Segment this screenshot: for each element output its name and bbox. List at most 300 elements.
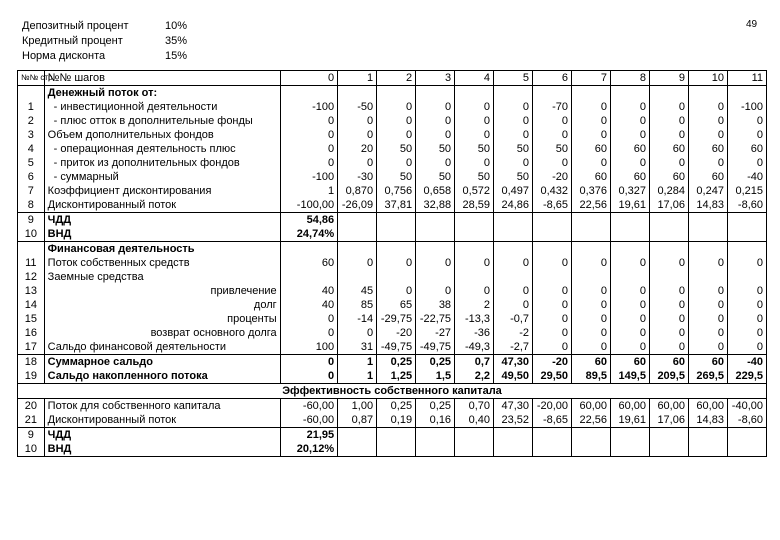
empty-cell	[611, 213, 650, 228]
value-cell: 0	[377, 114, 416, 128]
value-cell: 49,50	[494, 369, 533, 384]
row-label: проценты	[44, 312, 280, 326]
row-label: Сальдо накопленного потока	[44, 369, 280, 384]
value-cell: 0	[377, 284, 416, 298]
param-label: Депозитный процент	[22, 20, 129, 32]
value-cell: -26,09	[338, 198, 377, 213]
empty-cell	[455, 86, 494, 101]
table-row	[18, 312, 767, 326]
value-cell: 0	[688, 256, 727, 270]
row-number: 9	[18, 213, 45, 228]
empty-cell	[416, 227, 455, 242]
steps-header: №№ шагов	[44, 71, 280, 86]
value-cell: -100	[280, 100, 337, 114]
value-cell: 0	[727, 284, 766, 298]
value-cell: 0	[533, 312, 572, 326]
cashflow-title: Денежный поток от:	[44, 86, 280, 101]
value-cell	[416, 270, 455, 284]
value-cell: 32,88	[416, 198, 455, 213]
row-label: Объем дополнительных фондов	[44, 128, 280, 142]
value-cell: 60	[611, 170, 650, 184]
empty-cell	[727, 242, 766, 257]
value-cell: 22,56	[572, 413, 611, 428]
empty-cell	[416, 86, 455, 101]
value-cell: 0	[727, 256, 766, 270]
step-header-6: 6	[533, 71, 572, 86]
empty-cell	[727, 442, 766, 457]
value-cell: 60	[611, 142, 650, 156]
value-cell: 0	[688, 156, 727, 170]
empty-cell	[280, 242, 337, 257]
param-label: Норма дисконта	[22, 50, 106, 62]
empty-cell	[572, 242, 611, 257]
value-cell: 0	[533, 326, 572, 340]
value-cell: -14	[338, 312, 377, 326]
value-cell: -100	[280, 170, 337, 184]
value-cell: 60	[572, 355, 611, 370]
value-cell: 0	[494, 100, 533, 114]
value-cell: 0	[455, 100, 494, 114]
table-row	[18, 100, 767, 114]
row-number: 15	[18, 312, 45, 326]
value-cell: -8,65	[533, 413, 572, 428]
row-number: 16	[18, 326, 45, 340]
empty-cell	[572, 442, 611, 457]
value-cell: 0	[455, 114, 494, 128]
empty-cell	[649, 442, 688, 457]
empty-cell	[455, 242, 494, 257]
value-cell	[494, 270, 533, 284]
value-cell: 0	[688, 128, 727, 142]
empty-cell	[727, 213, 766, 228]
empty-cell	[688, 442, 727, 457]
irr-label: ВНД	[44, 227, 280, 242]
value-cell: 1,00	[338, 399, 377, 414]
value-cell: 0	[572, 284, 611, 298]
empty-cell	[533, 227, 572, 242]
value-cell: 0	[572, 100, 611, 114]
value-cell: 0	[280, 326, 337, 340]
value-cell: 0	[338, 256, 377, 270]
value-cell: 0	[688, 114, 727, 128]
value-cell: 50	[416, 170, 455, 184]
value-cell: 100	[280, 340, 337, 355]
value-cell: -0,7	[494, 312, 533, 326]
parameters-block	[22, 19, 187, 64]
row-label: - плюс отток в дополнительные фонды	[44, 114, 280, 128]
value-cell: 0	[416, 284, 455, 298]
value-cell	[688, 270, 727, 284]
summary-row	[18, 355, 767, 370]
value-cell	[572, 270, 611, 284]
value-cell: 0	[572, 256, 611, 270]
table-row	[18, 284, 767, 298]
empty-cell	[377, 428, 416, 443]
value-cell: 24,86	[494, 198, 533, 213]
value-cell: -2,7	[494, 340, 533, 355]
value-cell: -22,75	[416, 312, 455, 326]
value-cell: 0	[649, 114, 688, 128]
value-cell	[455, 270, 494, 284]
value-cell: 2	[455, 298, 494, 312]
value-cell: -60,00	[280, 413, 337, 428]
value-cell: 0	[494, 298, 533, 312]
value-cell: 40	[280, 298, 337, 312]
value-cell: 0	[688, 326, 727, 340]
value-cell: 229,5	[727, 369, 766, 384]
row-label: Заемные средства	[44, 270, 280, 284]
value-cell: 0,16	[416, 413, 455, 428]
value-cell: 0,497	[494, 184, 533, 198]
value-cell: 0,25	[377, 399, 416, 414]
value-cell: 14,83	[688, 413, 727, 428]
row-number: 2	[18, 114, 45, 128]
value-cell: 60	[611, 355, 650, 370]
equity-title-row	[18, 384, 767, 399]
value-cell: 0	[533, 256, 572, 270]
value-cell: 0	[688, 312, 727, 326]
empty-cell	[338, 227, 377, 242]
value-cell: -60,00	[280, 399, 337, 414]
equity-title: Эффективность собственного капитала	[18, 384, 767, 399]
empty-cell	[727, 428, 766, 443]
value-cell: 0	[611, 114, 650, 128]
value-cell: 0	[611, 326, 650, 340]
value-cell: 50	[494, 142, 533, 156]
value-cell: 1,25	[377, 369, 416, 384]
value-cell: 0	[688, 100, 727, 114]
empty-cell	[727, 86, 766, 101]
value-cell: 0	[649, 128, 688, 142]
row-number: 4	[18, 142, 45, 156]
empty-cell	[494, 442, 533, 457]
value-cell: -8,60	[727, 198, 766, 213]
table-row	[18, 184, 767, 198]
value-cell: 60	[572, 142, 611, 156]
value-cell: -49,3	[455, 340, 494, 355]
value-cell: 0	[611, 284, 650, 298]
empty-cell	[611, 428, 650, 443]
table-row	[18, 170, 767, 184]
value-cell: 0	[533, 128, 572, 142]
table-row	[18, 298, 767, 312]
value-cell: 60	[727, 142, 766, 156]
param-value: 10%	[165, 20, 188, 32]
value-cell: 0	[572, 156, 611, 170]
row-number	[18, 86, 45, 101]
value-cell: 19,61	[611, 198, 650, 213]
value-cell: 0	[611, 156, 650, 170]
value-cell: 0	[416, 256, 455, 270]
param-label: Кредитный процент	[22, 35, 123, 47]
value-cell: 0,25	[416, 355, 455, 370]
row-label: - инвестиционной деятельности	[44, 100, 280, 114]
value-cell	[611, 270, 650, 284]
value-cell: 0,284	[649, 184, 688, 198]
value-cell: 60,00	[649, 399, 688, 414]
value-cell: 0,870	[338, 184, 377, 198]
empty-cell	[572, 86, 611, 101]
value-cell: 0	[727, 114, 766, 128]
value-cell: 0	[338, 156, 377, 170]
empty-cell	[611, 242, 650, 257]
value-cell: 0	[455, 256, 494, 270]
value-cell: 0	[280, 312, 337, 326]
value-cell: -50	[338, 100, 377, 114]
value-cell: 0,25	[377, 355, 416, 370]
table-row	[18, 114, 767, 128]
value-cell: 0	[649, 256, 688, 270]
npv-value: 54,86	[280, 213, 337, 228]
value-cell: 0	[533, 114, 572, 128]
value-cell: 50	[377, 170, 416, 184]
value-cell: -20	[533, 170, 572, 184]
row-number: 13	[18, 284, 45, 298]
param-row	[22, 34, 187, 49]
table-row	[18, 128, 767, 142]
empty-cell	[688, 86, 727, 101]
empty-cell	[455, 227, 494, 242]
row-number: 5	[18, 156, 45, 170]
empty-cell	[338, 86, 377, 101]
value-cell: 89,5	[572, 369, 611, 384]
value-cell: 0	[572, 298, 611, 312]
value-cell: 60	[688, 142, 727, 156]
row-label: - приток из дополнительных фондов	[44, 156, 280, 170]
step-header-11: 11	[727, 71, 766, 86]
step-header-5: 5	[494, 71, 533, 86]
value-cell: 0,572	[455, 184, 494, 198]
value-cell: 0	[377, 128, 416, 142]
empty-cell	[455, 442, 494, 457]
row-label: привлечение	[44, 284, 280, 298]
value-cell: 0	[377, 156, 416, 170]
project-cashflow-table	[17, 70, 767, 457]
value-cell: -13,3	[455, 312, 494, 326]
empty-cell	[533, 86, 572, 101]
value-cell: 60	[572, 170, 611, 184]
empty-cell	[494, 242, 533, 257]
value-cell: 0	[280, 142, 337, 156]
empty-cell	[455, 428, 494, 443]
empty-cell	[649, 86, 688, 101]
empty-cell	[572, 227, 611, 242]
value-cell: 60	[688, 355, 727, 370]
value-cell: 19,61	[611, 413, 650, 428]
empty-cell	[416, 442, 455, 457]
value-cell: 17,06	[649, 198, 688, 213]
value-cell	[727, 270, 766, 284]
value-cell: -27	[416, 326, 455, 340]
value-cell: 17,06	[649, 413, 688, 428]
value-cell: -100	[727, 100, 766, 114]
value-cell: 149,5	[611, 369, 650, 384]
empty-cell	[533, 442, 572, 457]
empty-cell	[338, 213, 377, 228]
row-number: 7	[18, 184, 45, 198]
value-cell: -8,65	[533, 198, 572, 213]
empty-cell	[377, 86, 416, 101]
row-number: 14	[18, 298, 45, 312]
row-label: долг	[44, 298, 280, 312]
row-number: 3	[18, 128, 45, 142]
page-number: 49	[746, 19, 758, 30]
value-cell: 0,25	[416, 399, 455, 414]
value-cell: 0	[455, 284, 494, 298]
row-label: Дисконтированный поток	[44, 413, 280, 428]
value-cell: 50	[455, 170, 494, 184]
table-row	[18, 326, 767, 340]
row-number: 10	[18, 442, 45, 457]
value-cell: -20	[377, 326, 416, 340]
value-cell: 60	[280, 256, 337, 270]
empty-cell	[611, 86, 650, 101]
value-cell: 0	[611, 128, 650, 142]
value-cell: 0	[338, 128, 377, 142]
value-cell: 0	[727, 156, 766, 170]
value-cell: 60,00	[688, 399, 727, 414]
row-label: - суммарный	[44, 170, 280, 184]
value-cell: 38	[416, 298, 455, 312]
value-cell: 0	[338, 114, 377, 128]
empty-cell	[688, 213, 727, 228]
value-cell: 1	[338, 369, 377, 384]
empty-cell	[494, 86, 533, 101]
param-value: 15%	[165, 50, 188, 62]
value-cell: 22,56	[572, 198, 611, 213]
value-cell: 0	[572, 114, 611, 128]
row-number: 9	[18, 428, 45, 443]
npv-value: 21,95	[280, 428, 337, 443]
empty-cell	[338, 428, 377, 443]
value-cell: 29,50	[533, 369, 572, 384]
step-header-8: 8	[611, 71, 650, 86]
table-row	[18, 256, 767, 270]
value-cell: 0	[377, 256, 416, 270]
value-cell: -8,60	[727, 413, 766, 428]
row-label: - операционная деятельность плюс	[44, 142, 280, 156]
empty-cell	[338, 442, 377, 457]
empty-cell	[377, 442, 416, 457]
empty-cell	[649, 213, 688, 228]
table-row	[18, 340, 767, 355]
value-cell: 0	[280, 156, 337, 170]
step-header-2: 2	[377, 71, 416, 86]
value-cell: 0,327	[611, 184, 650, 198]
empty-cell	[688, 428, 727, 443]
value-cell: 0	[572, 312, 611, 326]
value-cell: 0	[727, 340, 766, 355]
empty-cell	[649, 242, 688, 257]
value-cell: 40	[280, 284, 337, 298]
table-row	[18, 198, 767, 213]
row-number	[18, 242, 45, 257]
row-number: 21	[18, 413, 45, 428]
value-cell: 0	[494, 156, 533, 170]
value-cell: -2	[494, 326, 533, 340]
value-cell: 0	[688, 340, 727, 355]
value-cell: 0	[494, 114, 533, 128]
row-number: 19	[18, 369, 45, 384]
value-cell: -49,75	[377, 340, 416, 355]
value-cell: 0	[649, 298, 688, 312]
empty-cell	[494, 428, 533, 443]
param-row	[22, 19, 187, 34]
row-label: Поток собственных средств	[44, 256, 280, 270]
value-cell: 1	[338, 355, 377, 370]
value-cell: -20,00	[533, 399, 572, 414]
irr-label: ВНД	[44, 442, 280, 457]
row-number: 1	[18, 100, 45, 114]
value-cell: 85	[338, 298, 377, 312]
empty-cell	[416, 213, 455, 228]
value-cell: 0	[611, 256, 650, 270]
value-cell: 0,87	[338, 413, 377, 428]
value-cell	[338, 270, 377, 284]
empty-cell	[494, 227, 533, 242]
param-value: 35%	[165, 35, 188, 47]
value-cell: 0,247	[688, 184, 727, 198]
row-number: 12	[18, 270, 45, 284]
empty-cell	[611, 442, 650, 457]
row-number: 10	[18, 227, 45, 242]
value-cell: 0	[280, 355, 337, 370]
finance-title-row	[18, 242, 767, 257]
value-cell: 0	[611, 340, 650, 355]
value-cell: 0,215	[727, 184, 766, 198]
empty-cell	[727, 227, 766, 242]
value-cell: 0,70	[455, 399, 494, 414]
empty-cell	[572, 428, 611, 443]
step-header-7: 7	[572, 71, 611, 86]
empty-cell	[377, 242, 416, 257]
table-row	[18, 413, 767, 428]
value-cell: 0	[280, 114, 337, 128]
value-cell: 28,59	[455, 198, 494, 213]
value-cell: 0	[727, 128, 766, 142]
header-row	[18, 71, 767, 86]
empty-cell	[533, 242, 572, 257]
value-cell: 0	[416, 100, 455, 114]
table-row	[18, 270, 767, 284]
param-row	[22, 49, 187, 64]
value-cell: 47,30	[494, 355, 533, 370]
value-cell: -40	[727, 170, 766, 184]
npv-label: ЧДД	[44, 428, 280, 443]
value-cell: 23,52	[494, 413, 533, 428]
value-cell: 2,2	[455, 369, 494, 384]
empty-cell	[688, 227, 727, 242]
value-cell: 0	[416, 114, 455, 128]
cashflow-title-row	[18, 86, 767, 101]
step-header-4: 4	[455, 71, 494, 86]
value-cell: 0,40	[455, 413, 494, 428]
value-cell: 0	[494, 256, 533, 270]
value-cell: 0,376	[572, 184, 611, 198]
row-number: 11	[18, 256, 45, 270]
value-cell: 269,5	[688, 369, 727, 384]
value-cell: 0	[377, 100, 416, 114]
irr-row	[18, 227, 767, 242]
value-cell: 0	[494, 128, 533, 142]
row-label: Сальдо финансовой деятельности	[44, 340, 280, 355]
value-cell: 0	[572, 128, 611, 142]
npv-row	[18, 213, 767, 228]
value-cell: 60,00	[611, 399, 650, 414]
value-cell: 0	[727, 312, 766, 326]
row-number: 20	[18, 399, 45, 414]
value-cell: 0	[649, 340, 688, 355]
